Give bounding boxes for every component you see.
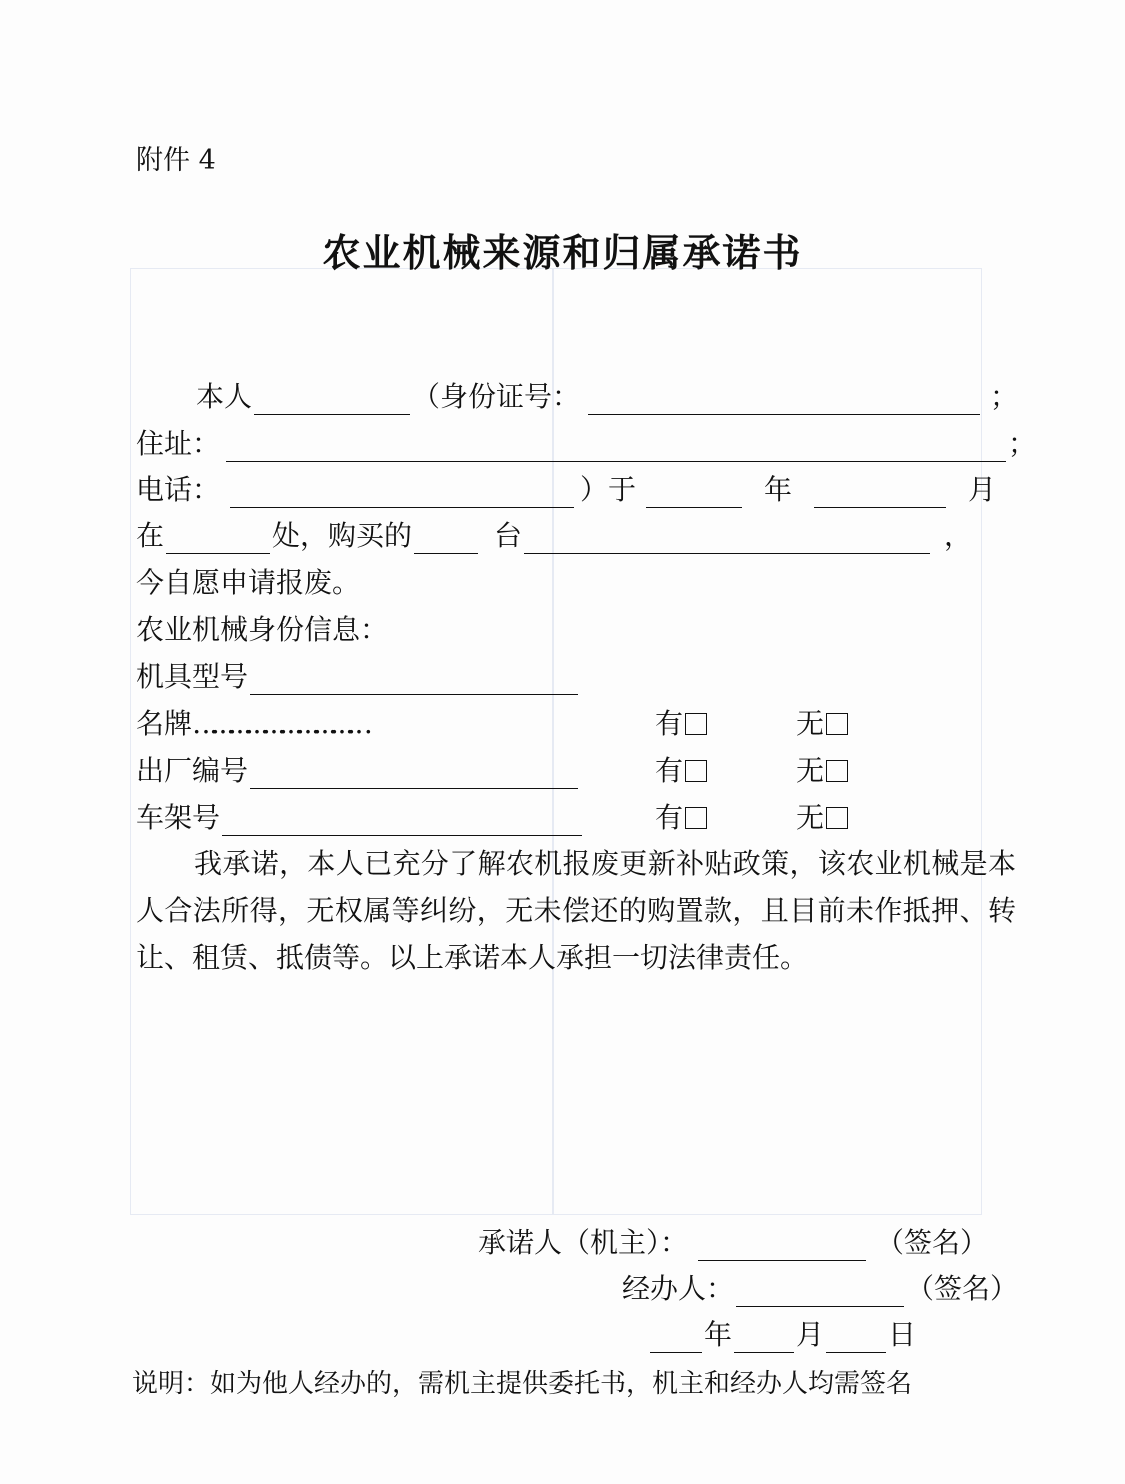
close-paren-at: ）于	[580, 473, 637, 506]
frame-yes-checkbox[interactable]	[685, 807, 707, 829]
month-label: 月	[968, 473, 997, 506]
line-phone-date	[136, 472, 996, 508]
id-number-field[interactable]	[588, 384, 980, 415]
phone-label: 电话：	[136, 473, 221, 506]
quantity-field[interactable]	[414, 523, 478, 554]
name-field[interactable]	[254, 384, 410, 415]
month-label: 月	[796, 1318, 825, 1351]
year-label: 年	[764, 473, 793, 506]
line-frame	[136, 800, 584, 836]
place-buy-label: 处，购买的	[272, 519, 413, 552]
model-label: 机具型号	[136, 660, 249, 693]
nameplate-no-checkbox[interactable]	[826, 713, 848, 735]
serial-yes-option[interactable]	[655, 753, 707, 789]
promisor-signature-field[interactable]	[698, 1230, 866, 1261]
no-label: 无	[796, 707, 825, 740]
note-text: 说明：如为他人经办的，需机主提供委托书，机主和经办人均需签名	[132, 1369, 913, 1399]
serial-no-checkbox[interactable]	[826, 760, 848, 782]
line-model	[136, 659, 580, 695]
unit-label: 台	[494, 519, 523, 552]
machine-info-label: 农业机械身份信息：	[136, 613, 389, 646]
promise-paragraph: 我承诺，本人已充分了解农机报废更新补贴政策，该农业机械是本人合法所得，无权属等纠纷，无未偿还的购置款，且目前未作抵押、转让、租赁、抵债等。以上承诺本人承担一切法律责任。	[136, 847, 1016, 974]
no-label: 无	[796, 801, 825, 834]
year-label: 年	[704, 1318, 733, 1351]
serial-label: 出厂编号	[136, 754, 249, 787]
nameplate-dots: …………………………	[192, 707, 363, 740]
machine-name-field[interactable]	[524, 523, 930, 554]
yes-label: 有	[655, 707, 684, 740]
sign-year-field[interactable]	[650, 1322, 702, 1353]
yes-label: 有	[655, 754, 684, 787]
promisor-label: 承诺人（机主）：	[478, 1226, 689, 1259]
semicolon: ；	[1008, 427, 1037, 460]
line-self-id	[196, 379, 1018, 415]
yes-label: 有	[655, 801, 684, 834]
serial-field[interactable]	[250, 758, 578, 789]
address-field[interactable]	[226, 431, 1006, 462]
line-serial	[136, 753, 580, 789]
address-label: 住址：	[136, 427, 221, 460]
apply-scrap-text: 今自愿申请报废。	[136, 566, 361, 599]
sign-month-field[interactable]	[734, 1322, 794, 1353]
document-title: 农业机械来源和归属承诺书	[322, 230, 803, 275]
line-address	[136, 426, 1036, 462]
no-label: 无	[796, 754, 825, 787]
purchase-place-field[interactable]	[166, 523, 270, 554]
sign-hint: （签名）	[906, 1272, 1019, 1305]
frame-label: 车架号	[136, 801, 221, 834]
sign-day-field[interactable]	[826, 1322, 886, 1353]
attachment-label: 附件 4	[136, 145, 216, 176]
promisor-signature-line	[478, 1225, 988, 1261]
agent-signature-field[interactable]	[736, 1276, 904, 1307]
agent-signature-line	[622, 1271, 1018, 1307]
line-purchase-place	[136, 518, 972, 554]
purchase-month-field[interactable]	[814, 477, 946, 508]
semicolon: ；	[990, 380, 1019, 413]
serial-no-option[interactable]	[796, 753, 848, 789]
serial-yes-checkbox[interactable]	[685, 760, 707, 782]
frame-field[interactable]	[222, 805, 582, 836]
day-label: 日	[888, 1318, 917, 1351]
purchase-year-field[interactable]	[646, 477, 742, 508]
phone-field[interactable]	[230, 477, 574, 508]
frame-no-option[interactable]	[796, 800, 848, 836]
self-label: 本人	[196, 380, 253, 413]
sign-hint: （签名）	[876, 1226, 989, 1259]
sign-date-line	[648, 1317, 916, 1353]
at-label: 在	[136, 519, 165, 552]
nameplate-yes-option[interactable]	[655, 706, 707, 742]
comma: ，	[944, 519, 973, 552]
agent-label: 经办人：	[622, 1272, 735, 1305]
line-nameplate	[136, 706, 362, 742]
nameplate-label: 名牌	[136, 707, 193, 740]
nameplate-yes-checkbox[interactable]	[685, 713, 707, 735]
frame-no-checkbox[interactable]	[826, 807, 848, 829]
id-label: （身份证号：	[412, 380, 581, 413]
nameplate-no-option[interactable]	[796, 706, 848, 742]
frame-yes-option[interactable]	[655, 800, 707, 836]
model-field[interactable]	[250, 664, 578, 695]
